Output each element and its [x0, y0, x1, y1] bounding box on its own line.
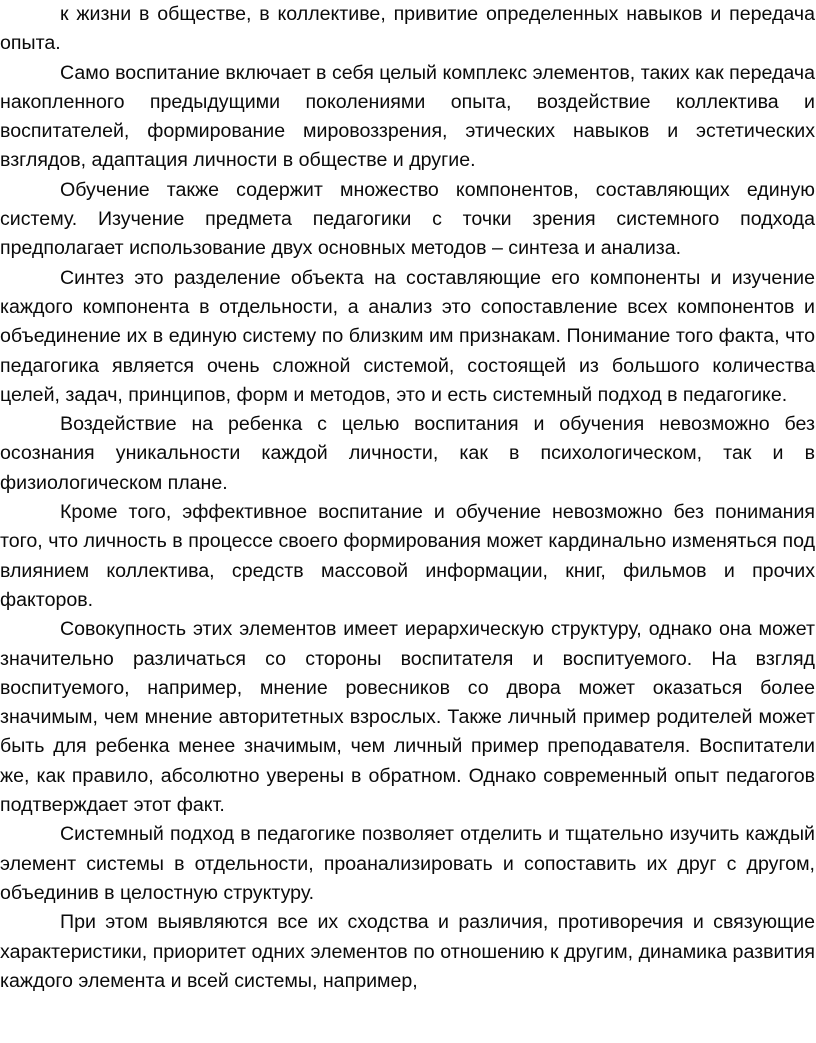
paragraph-6: Кроме того, эффективное воспитание и обучение невозможно без понимания того, что личность в процессе своего формирования может кардинально изменяться под влиянием коллектива, средств массовой информации, книг, фильмов и прочих факторов.: [0, 501, 815, 611]
paragraph-5: Воздействие на ребенка с целью воспитания и обучения невозможно без осознания уникальности каждой личности, как в психологическом, так и в физиологическом плане.: [0, 413, 815, 494]
paragraph-9: При этом выявляются все их сходства и различия, противоречия и связующие характеристики, приоритет одних элементов по отношению к другим, динамика развития каждого элемента и всей системы, например,: [0, 911, 815, 992]
paragraph-2: Само воспитание включает в себя целый комплекс элементов, таких как передача накопленного предыдущими поколениями опыта, воздействие коллектива и воспитателей, формирование мировоззрения, этических навыков и эстетических взглядов, адаптация личности в обществе и другие.: [0, 61, 815, 172]
paragraph-3: Обучение также содержит множество компонентов, составляющих единую систему. Изучение предмета педагогики с точки зрения системного подхода предполагает использование двух основных методов – синтеза и анализа.: [0, 178, 815, 260]
paragraph-7: Совокупность этих элементов имеет иерархическую структуру, однако она может значительно различаться со стороны воспитателя и воспитуемого. На взгляд воспитуемого, например, мнение ровесников со двора может оказаться более значимым, чем мнение авторитетных взрослых. Также личный пример родителей может быть для ребенка менее значимым, чем личный пример преподавателя. Воспитатели же, как правило, абсолютно уверены в обратном. Однако современный опыт педагогов подтверждает этот факт.: [0, 618, 815, 817]
paragraph-8: Системный подход в педагогике позволяет отделить и тщательно изучить каждый элемент системы в отдельности, проанализировать и сопоставить их друг с другом, объединив в целостную структуру.: [0, 823, 815, 904]
paragraph-1: к жизни в обществе, в коллективе, привитие определенных навыков и передача опыта.: [0, 3, 815, 55]
paragraph-4: Синтез это разделение объекта на составляющие его компоненты и изучение каждого компонента в отдельности, а анализ это сопоставление всех компонентов и объединение их в единую систему по близким им признакам. Понимание того факта, что педагогика является очень сложной системой, состоящей из большого количества целей, задач, принципов, форм и методов, это и есть системный подход в педагогике.: [0, 266, 815, 406]
